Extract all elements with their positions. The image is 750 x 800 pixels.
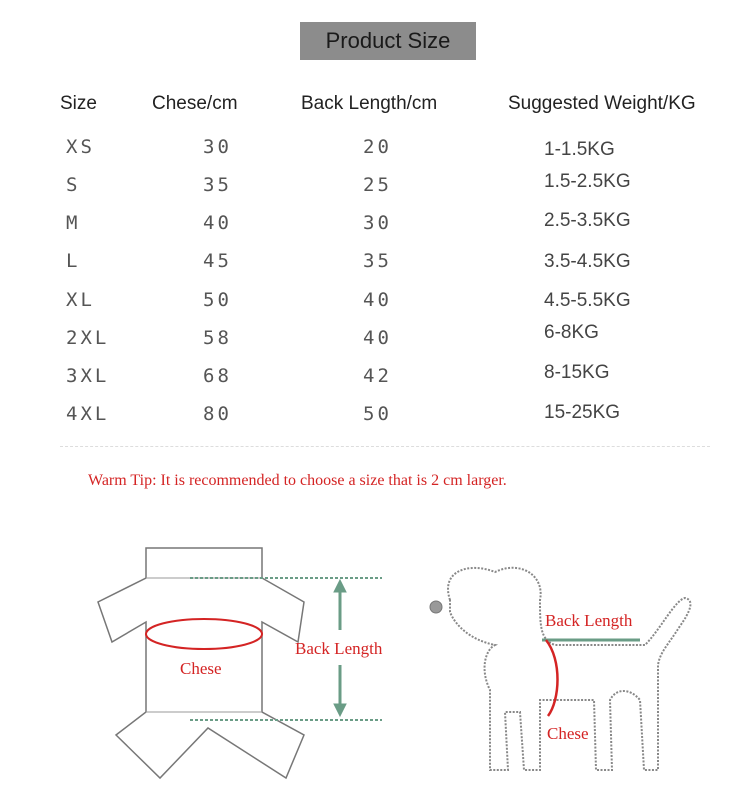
warm-tip: Warm Tip: It is recommended to choose a size that is 2 cm larger. <box>88 472 507 489</box>
cell-size: S <box>66 174 81 196</box>
cell-weight: 4.5-5.5KG <box>544 290 631 311</box>
cell-weight: 2.5-3.5KG <box>544 210 631 231</box>
cell-back-length: 35 <box>363 250 392 272</box>
cell-chest: 58 <box>203 327 232 349</box>
header-chest: Chese/cm <box>152 93 238 114</box>
header-size: Size <box>60 93 97 114</box>
cell-weight: 8-15KG <box>544 362 610 383</box>
cell-back-length: 40 <box>363 327 392 349</box>
cell-chest: 45 <box>203 250 232 272</box>
cell-chest: 35 <box>203 174 232 196</box>
cell-back-length: 30 <box>363 212 392 234</box>
cell-size: XS <box>66 136 95 158</box>
garment-back-length-label: Back Length <box>295 639 383 658</box>
cell-weight: 1.5-2.5KG <box>544 171 631 192</box>
cell-weight: 6-8KG <box>544 322 599 343</box>
cell-chest: 68 <box>203 365 232 387</box>
cell-size: L <box>66 250 81 272</box>
cell-size: 3XL <box>66 365 110 387</box>
dog-nose-icon <box>430 601 442 613</box>
page-title: Product Size <box>300 22 476 60</box>
cell-size: XL <box>66 289 95 311</box>
header-weight: Suggested Weight/KG <box>508 93 696 114</box>
garment-chest-label: Chese <box>180 659 222 678</box>
cell-size: M <box>66 212 81 234</box>
cell-weight: 15-25KG <box>544 402 621 423</box>
cell-chest: 40 <box>203 212 232 234</box>
cell-back-length: 25 <box>363 174 392 196</box>
cell-weight: 3.5-4.5KG <box>544 251 631 272</box>
dog-chest-label: Chese <box>547 724 589 743</box>
cell-back-length: 20 <box>363 136 392 158</box>
header-back-length: Back Length/cm <box>301 93 438 114</box>
cell-back-length: 40 <box>363 289 392 311</box>
cell-chest: 50 <box>203 289 232 311</box>
cell-chest: 30 <box>203 136 232 158</box>
cell-chest: 80 <box>203 403 232 425</box>
cell-weight: 1-1.5KG <box>544 139 615 160</box>
cell-back-length: 42 <box>363 365 392 387</box>
cell-back-length: 50 <box>363 403 392 425</box>
dog-back-length-label: Back Length <box>545 611 633 630</box>
cell-size: 2XL <box>66 327 110 349</box>
cell-size: 4XL <box>66 403 110 425</box>
